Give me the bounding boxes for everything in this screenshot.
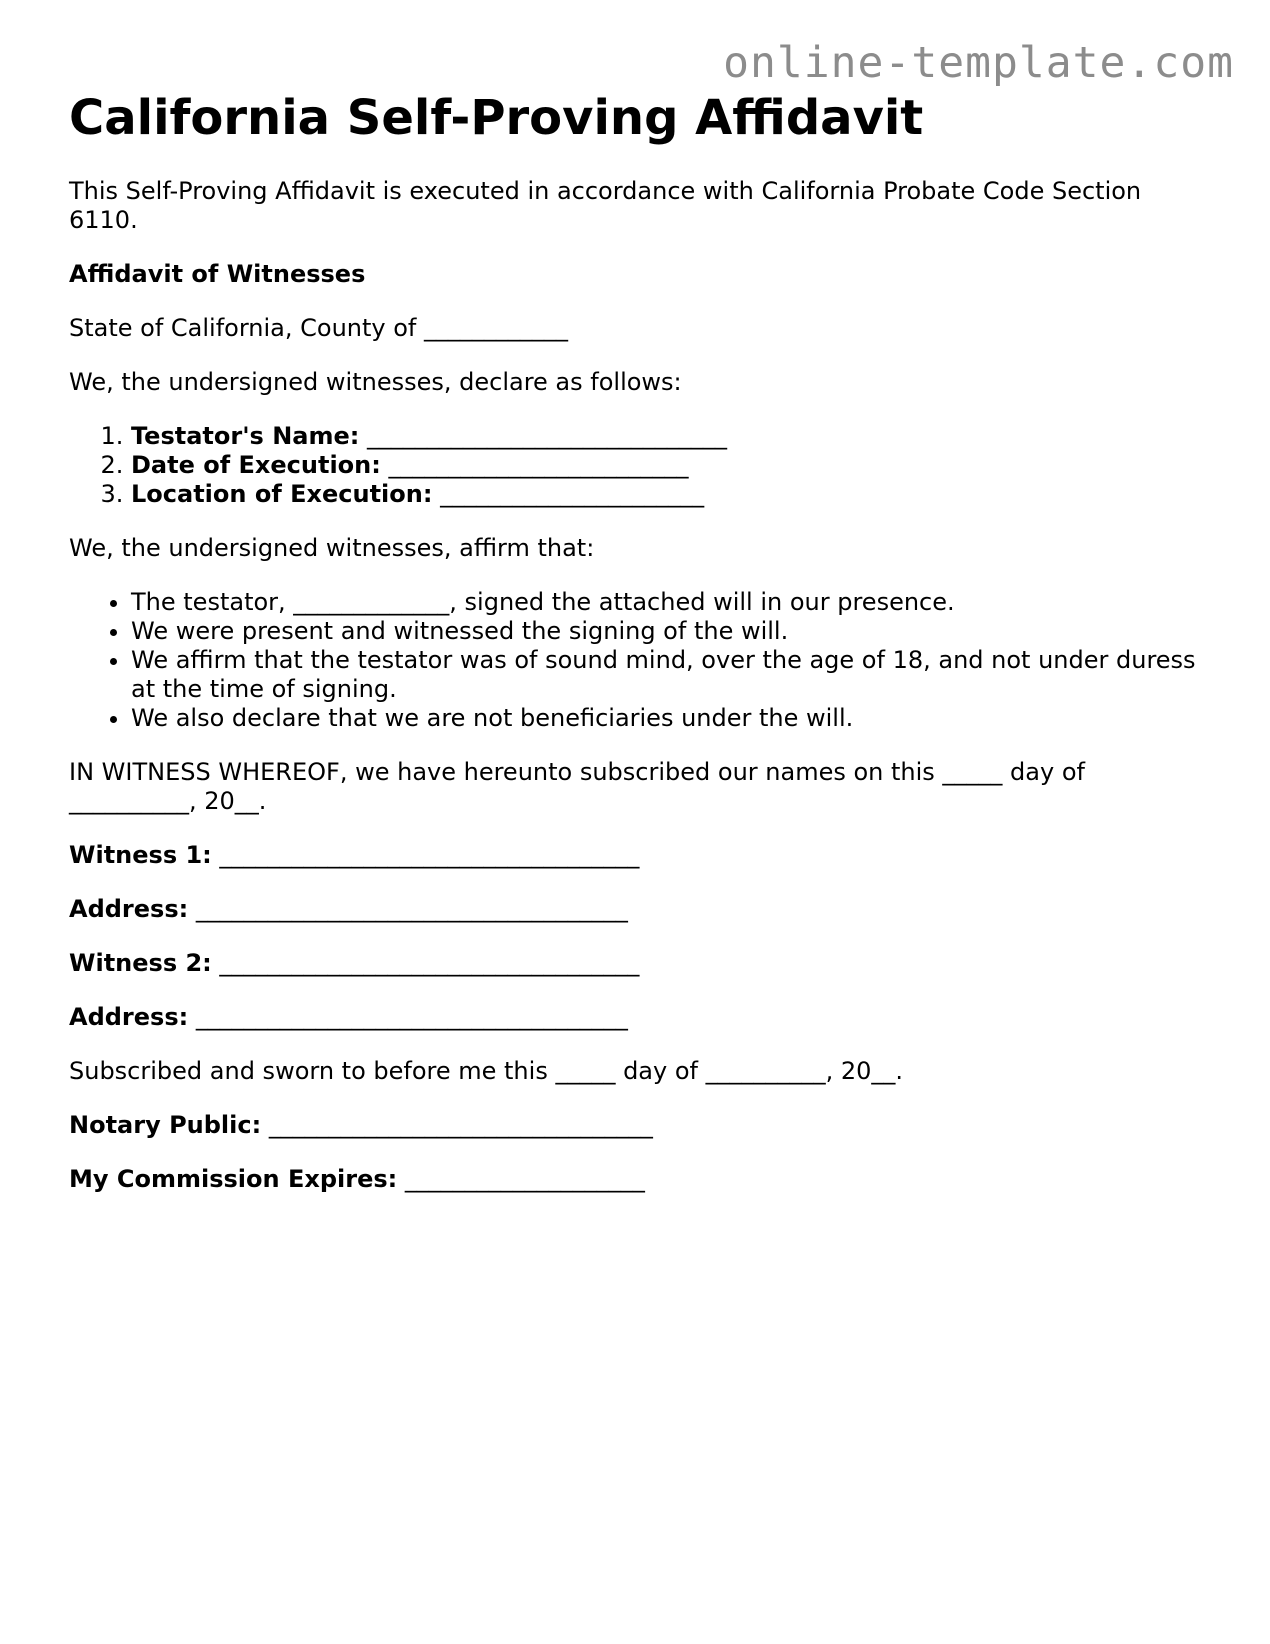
affirmation-list bbox=[69, 588, 1209, 733]
commission-label: My Commission Expires: bbox=[69, 1165, 398, 1193]
date-of-execution-item bbox=[131, 451, 1209, 480]
page-title: California Self-Proving Affidavit bbox=[69, 90, 924, 146]
sworn-line: Subscribed and sworn to before me this _____ day of __________, 20__. bbox=[69, 1057, 904, 1085]
notary-field bbox=[69, 1111, 1209, 1140]
witness-2-field bbox=[69, 949, 1209, 978]
list-item: • We also declare that we are not beneficiaries under the will. bbox=[131, 704, 1209, 733]
numbered-list bbox=[69, 422, 1209, 509]
witness-1-blank[interactable]: ___________________________________ bbox=[219, 841, 640, 869]
address-2-label: Address: bbox=[69, 1003, 189, 1031]
testator-name-blank[interactable]: ______________________________ bbox=[367, 422, 728, 450]
list-item: • The testator, _____________, signed the attached will in our presence. bbox=[131, 588, 1209, 617]
whereof-paragraph: IN WITNESS WHEREOF, we have hereunto subscribed our names on this _____ day of __________, 20__. bbox=[69, 758, 1085, 815]
date-of-execution-blank[interactable]: _________________________ bbox=[388, 451, 689, 479]
location-of-execution-item bbox=[131, 480, 1209, 509]
address-1-field bbox=[69, 895, 1209, 924]
witness-1-field bbox=[69, 841, 1209, 870]
intro-paragraph: This Self-Proving Affidavit is executed in accordance with California Probate Code Section 6110. bbox=[69, 177, 1142, 234]
address-2-field bbox=[69, 1003, 1209, 1032]
commission-field bbox=[69, 1165, 1209, 1194]
commission-blank[interactable]: ____________________ bbox=[404, 1165, 645, 1193]
address-1-label: Address: bbox=[69, 895, 189, 923]
address-2-blank[interactable]: ____________________________________ bbox=[195, 1003, 628, 1031]
document-body bbox=[69, 88, 1209, 1194]
testator-name-item bbox=[131, 422, 1209, 451]
notary-blank[interactable]: ________________________________ bbox=[268, 1111, 653, 1139]
watermark: online-template.com bbox=[723, 38, 1234, 88]
testator-name-label: Testator's Name: bbox=[131, 422, 360, 450]
location-of-execution-label: Location of Execution: bbox=[131, 480, 433, 508]
section-heading: Affidavit of Witnesses bbox=[69, 260, 366, 288]
county-line: State of California, County of ____________ bbox=[69, 314, 569, 342]
witness-1-label: Witness 1: bbox=[69, 841, 212, 869]
location-of-execution-blank[interactable]: ______________________ bbox=[440, 480, 705, 508]
notary-label: Notary Public: bbox=[69, 1111, 262, 1139]
list-item: • We affirm that the testator was of sound mind, over the age of 18, and not under duress at the time of signing. bbox=[131, 646, 1209, 704]
witness-2-label: Witness 2: bbox=[69, 949, 212, 977]
affirm-line: We, the undersigned witnesses, affirm that: bbox=[69, 534, 595, 562]
date-of-execution-label: Date of Execution: bbox=[131, 451, 381, 479]
declare-line: We, the undersigned witnesses, declare as follows: bbox=[69, 368, 682, 396]
list-item: • We were present and witnessed the signing of the will. bbox=[131, 617, 1209, 646]
witness-2-blank[interactable]: ___________________________________ bbox=[219, 949, 640, 977]
address-1-blank[interactable]: ____________________________________ bbox=[195, 895, 628, 923]
